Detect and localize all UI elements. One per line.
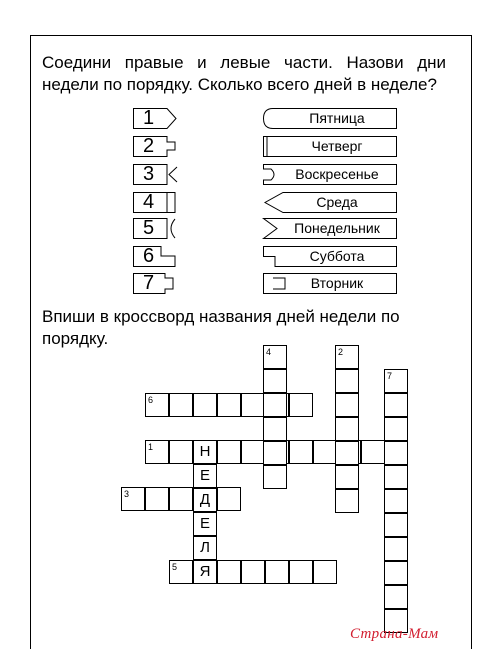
day-tag-label: Вторник bbox=[310, 275, 364, 291]
day-tag-label: Воскресенье bbox=[295, 166, 379, 182]
crossword-cell[interactable] bbox=[289, 440, 313, 464]
crossword-cell[interactable] bbox=[169, 440, 193, 464]
crossword-cell[interactable] bbox=[217, 440, 241, 464]
number-tag-2[interactable] bbox=[133, 136, 177, 156]
day-tag-4[interactable] bbox=[263, 192, 397, 212]
tag-outline-icon bbox=[133, 246, 181, 268]
day-tag-label: Пятница bbox=[309, 110, 365, 126]
crossword-cell[interactable] bbox=[169, 487, 193, 511]
day-tag-label: Суббота bbox=[309, 248, 365, 264]
crossword-given-letter: Л bbox=[200, 539, 210, 556]
crossword-cell[interactable] bbox=[263, 417, 287, 441]
crossword-cell[interactable] bbox=[263, 393, 287, 417]
number-tag-label: 7 bbox=[143, 272, 155, 294]
crossword-cell[interactable] bbox=[384, 465, 408, 489]
tag-outline-icon bbox=[133, 164, 181, 186]
crossword-cell[interactable] bbox=[263, 441, 287, 465]
tag-outline-icon bbox=[133, 108, 181, 130]
number-tag-6[interactable] bbox=[133, 246, 177, 266]
crossword-cell[interactable] bbox=[169, 393, 193, 417]
day-tag-label: Среда bbox=[316, 194, 358, 210]
crossword-cell[interactable] bbox=[361, 440, 385, 464]
crossword-cell[interactable] bbox=[145, 487, 169, 511]
crossword-cell[interactable] bbox=[384, 513, 408, 537]
crossword-cell[interactable] bbox=[384, 537, 408, 561]
crossword-cell[interactable] bbox=[241, 393, 265, 417]
crossword-cell[interactable] bbox=[289, 393, 313, 417]
number-tag-label: 1 bbox=[143, 107, 155, 129]
tag-outline-icon bbox=[133, 273, 181, 295]
crossword-cell[interactable] bbox=[263, 369, 287, 393]
day-tag-6[interactable] bbox=[263, 246, 397, 266]
crossword-given-letter: Н bbox=[199, 443, 211, 460]
number-tag-3[interactable] bbox=[133, 164, 177, 184]
crossword-cell[interactable] bbox=[193, 393, 217, 417]
number-tag-1[interactable] bbox=[133, 108, 177, 128]
day-tag-3[interactable] bbox=[263, 164, 397, 184]
crossword-cell[interactable] bbox=[241, 440, 265, 464]
crossword-given-letter: Е bbox=[199, 515, 210, 532]
number-tag-4[interactable] bbox=[133, 192, 177, 212]
clue-number: 3 bbox=[124, 489, 130, 499]
crossword-cell[interactable] bbox=[217, 393, 241, 417]
clue-number: 4 bbox=[266, 347, 272, 357]
clue-number: 2 bbox=[338, 347, 344, 357]
crossword-given-letter: Я bbox=[199, 563, 211, 580]
tag-outline-icon bbox=[133, 136, 181, 158]
crossword-cell[interactable] bbox=[335, 369, 359, 393]
crossword-cell[interactable] bbox=[384, 561, 408, 585]
day-tag-1[interactable] bbox=[263, 108, 397, 128]
crossword-given-letter: Д bbox=[199, 491, 211, 508]
clue-number: 5 bbox=[172, 562, 178, 572]
crossword-cell[interactable] bbox=[335, 417, 359, 441]
crossword-cell[interactable] bbox=[384, 441, 408, 465]
clue-number: 6 bbox=[148, 395, 154, 405]
crossword-cell[interactable] bbox=[265, 560, 289, 584]
crossword-cell[interactable] bbox=[241, 560, 265, 584]
number-tag-label: 2 bbox=[143, 135, 155, 157]
day-tag-label: Понедельник bbox=[294, 220, 380, 236]
day-tag-7[interactable] bbox=[263, 273, 397, 293]
task-2-instruction: Впиши в кроссворд названия дней недели по порядку. bbox=[42, 307, 400, 348]
clue-number: 1 bbox=[148, 442, 154, 452]
crossword-cell[interactable] bbox=[289, 560, 313, 584]
number-tag-label: 3 bbox=[143, 163, 155, 185]
crossword-cell[interactable] bbox=[313, 440, 337, 464]
crossword-given-letter: Е bbox=[199, 467, 210, 484]
number-tag-label: 6 bbox=[143, 245, 155, 267]
crossword-cell[interactable] bbox=[384, 417, 408, 441]
day-tag-2[interactable] bbox=[263, 136, 397, 156]
day-tag-label: Четверг bbox=[311, 138, 363, 154]
crossword-cell[interactable] bbox=[335, 465, 359, 489]
crossword-cell[interactable] bbox=[313, 560, 337, 584]
number-tag-5[interactable] bbox=[133, 218, 177, 238]
clue-number: 7 bbox=[387, 371, 393, 381]
task-1-instruction: Соедини правые и левые части. Назови дни недели по порядку. Сколько всего дней в неделе? bbox=[42, 53, 446, 94]
watermark: Страна-Мам bbox=[350, 626, 439, 642]
crossword-cell[interactable] bbox=[384, 489, 408, 513]
crossword-cell[interactable] bbox=[217, 560, 241, 584]
crossword-cell[interactable] bbox=[335, 441, 359, 465]
crossword-cell[interactable] bbox=[335, 393, 359, 417]
crossword-cell[interactable] bbox=[384, 393, 408, 417]
crossword-cell[interactable] bbox=[263, 465, 287, 489]
number-tag-label: 5 bbox=[143, 217, 155, 239]
tag-outline-icon bbox=[133, 218, 181, 240]
number-tag-7[interactable] bbox=[133, 273, 177, 293]
crossword-cell[interactable] bbox=[384, 585, 408, 609]
crossword-cell[interactable] bbox=[335, 489, 359, 513]
tag-outline-icon bbox=[133, 192, 181, 214]
day-tag-5[interactable] bbox=[263, 218, 397, 238]
number-tag-label: 4 bbox=[143, 191, 155, 213]
crossword-cell[interactable] bbox=[217, 487, 241, 511]
